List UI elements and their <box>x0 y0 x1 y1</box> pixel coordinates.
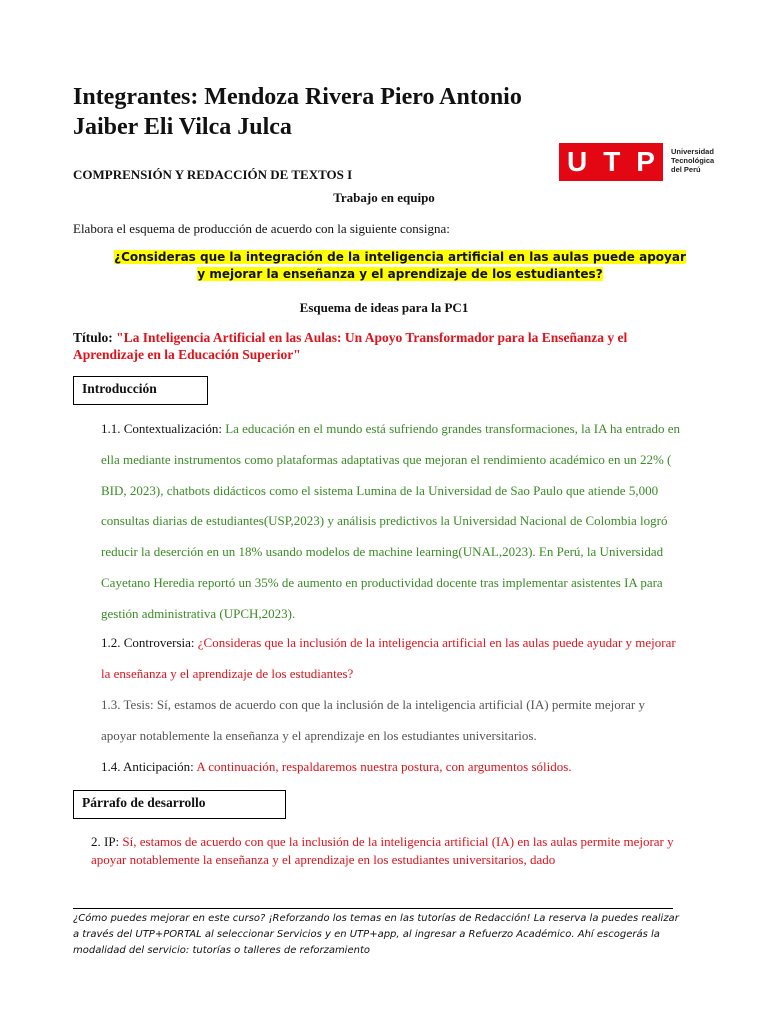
controversy-text: ¿Consideras que la inclusión de la inteligencia artificial en las aulas puede ayudar y mejorar la enseñanza y el aprendizaje de los estudiantes? <box>101 635 676 681</box>
footer-note: ¿Cómo puedes mejorar en este curso? ¡Reforzando los temas en las tutorías de Redacción! La reserva la puedes realizar a través del UTP+PORTAL al seleccionar Servicios y en UTP+app, al ingresar a Refuerzo Académico. Ahí escogerás la modalidad del servicio: tutorías o talleres de reforzamiento <box>73 913 679 956</box>
section-development-box: Párrafo de desarrollo <box>73 790 286 819</box>
thesis-paragraph: 1.3. Tesis: Sí, estamos de acuerdo con que la inclusión de la inteligencia artificial (IA) permite mejorar y apoyar notablemente la enseñanza y el aprendizaje en los estudiantes universitarios. <box>101 697 645 743</box>
title-label: Título: <box>73 330 117 345</box>
assignment-subtitle: Trabajo en equipo <box>333 190 435 205</box>
utp-logo <box>559 143 729 183</box>
logo-letter-p: P <box>636 146 655 177</box>
instruction-text: Elabora el esquema de producción de acuerdo con la siguiente consigna: <box>73 221 450 236</box>
logo-name-line-1: Universidad <box>671 147 714 156</box>
guiding-question <box>110 249 690 283</box>
logo-name-line-3: del Perú <box>671 165 701 174</box>
contextualization-paragraph <box>101 414 681 630</box>
anticipation-label: 1.4. Anticipación: <box>101 759 197 774</box>
logo-letters <box>559 143 663 181</box>
ip-text: Sí, estamos de acuerdo con que la inclusión de la inteligencia artificial (IA) en las aulas permite mejorar y apoyar notablemente la enseñanza y el aprendizaje en los estudiantes universitarios, dado <box>91 834 674 867</box>
essay-title <box>73 329 693 363</box>
contextualization-text-a: La educación en el mundo está sufriendo grandes transformaciones, la IA ha entrado en ella mediante instrumentos como plataformas adaptativas que mejoran el rendimiento académico en un 22% ( BID, 2023), chatbots didácticos como el sistema Lumina de la Universidad de Sao Paulo que atiende 5,000 consultas diarias de estudiantes(USP,2023) y análisis predictivos la Universidad Nacional de Colombia logró reducir la deserción en un 18% usando modelos de machine learning(UNAL,2023). <box>101 421 681 560</box>
section-introduction-box: Introducción <box>73 376 208 405</box>
contextualization-label: 1.1. Contextualización: <box>101 421 226 436</box>
members-line-1: Integrantes: Mendoza Rivera Piero Antonio <box>73 84 522 110</box>
main-idea-paragraph <box>91 833 681 868</box>
controversy-paragraph <box>101 628 681 690</box>
ip-label: 2. IP: <box>91 834 123 849</box>
controversy-label: 1.2. Controversia: <box>101 635 198 650</box>
logo-letter-t: T <box>603 146 621 177</box>
logo-letter-u: U <box>566 146 588 177</box>
footer-divider <box>73 908 673 909</box>
members-line-2: Jaiber Eli Vilca Julca <box>73 114 292 140</box>
logo-name-line-2: Tecnológica <box>671 156 715 165</box>
members-heading <box>73 82 593 142</box>
anticipation-text: A continuación, respaldaremos nuestra postura, con argumentos sólidos. <box>196 759 572 774</box>
course-name: COMPRENSIÓN Y REDACCIÓN DE TEXTOS I <box>73 167 353 182</box>
schema-heading: Esquema de ideas para la PC1 <box>299 300 469 315</box>
contextualization-text-b: En Perú, la Universidad Cayetano Heredia reportó un 35% de aumento en productividad docente tras implementar asistentes IA para gestión administrativa (UPCH,2023). <box>101 544 664 621</box>
anticipation-paragraph <box>101 752 681 783</box>
logo-university-name <box>671 147 731 174</box>
title-text: "La Inteligencia Artificial en las Aulas: Un Apoyo Transformador para la Enseñanza y el Aprendizaje en la Educación Superior" <box>73 330 628 362</box>
highlighted-question: ¿Consideras que la integración de la inteligencia artificial en las aulas puede apoyar y mejorar la enseñanza y el aprendizaje de los estudiantes? <box>114 250 686 281</box>
